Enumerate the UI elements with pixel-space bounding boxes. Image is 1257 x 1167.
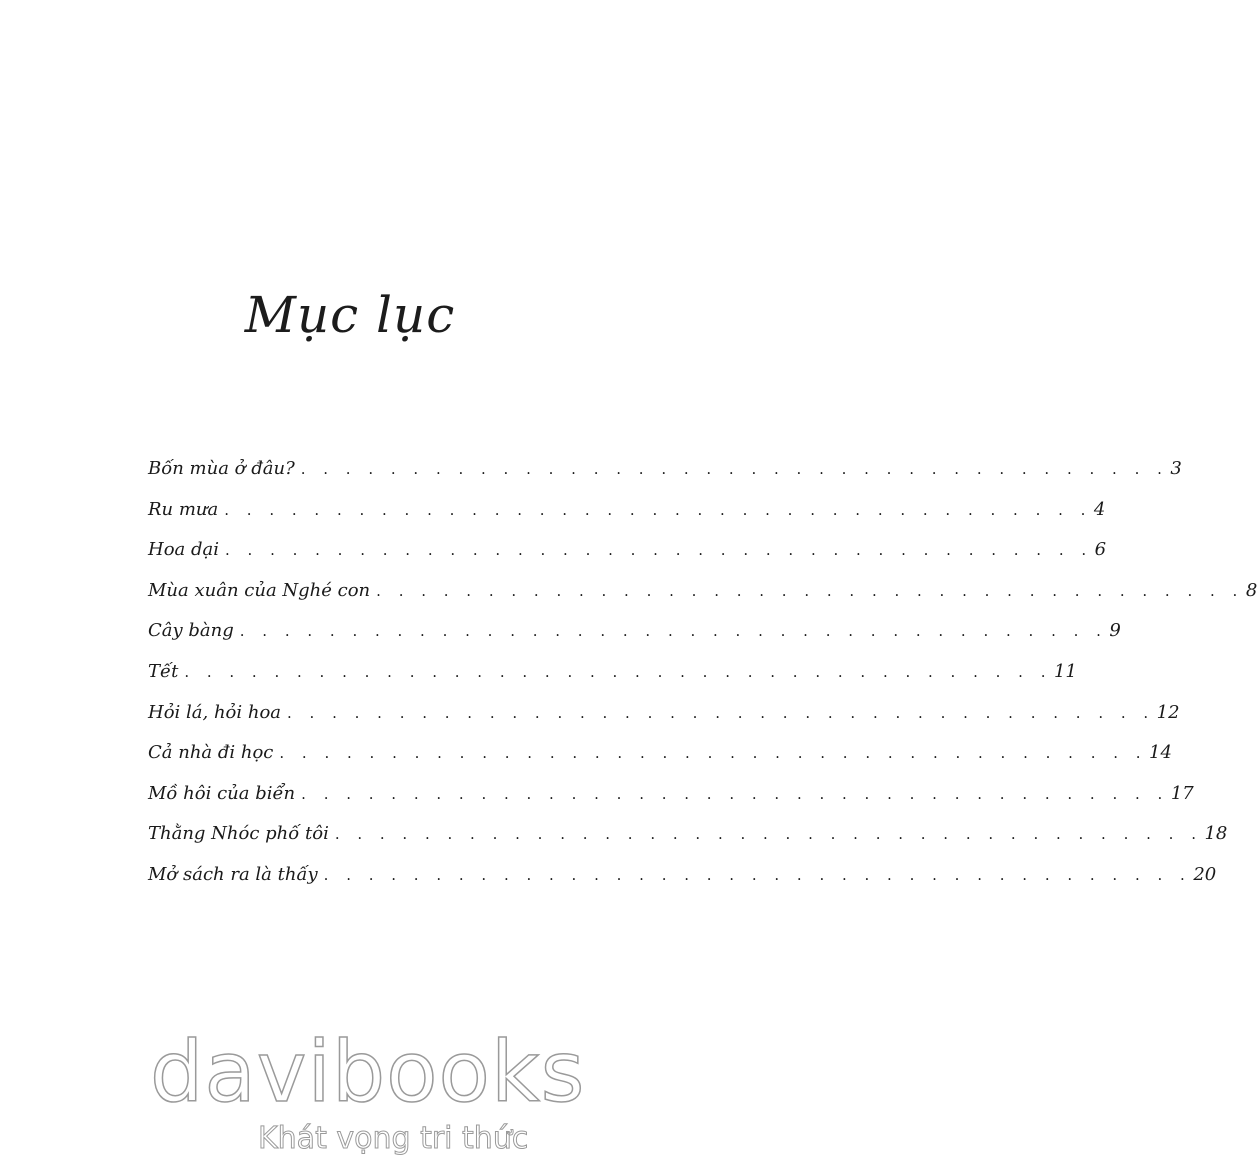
toc-entry-title: Hỏi lá, hỏi hoa — [148, 701, 282, 723]
dot-leader: . . . . . . . . . . . . . . . . . . . . . . . . . . . . . . . . . . . . . . . — [184, 662, 1052, 681]
toc-entry — [148, 823, 1228, 864]
dot-leader: . . . . . . . . . . . . . . . . . . . . . . . . . . . . . . . . . . . . . . . — [301, 784, 1169, 803]
toc-entry-title: Thằng Nhóc phố tôi — [148, 823, 329, 845]
toc-entry-title: Bốn mùa ở đâu? — [148, 458, 295, 479]
dot-leader: . . . . . . . . . . . . . . . . . . . . . . . . . . . . . . . . . . . . . . . — [225, 541, 1093, 560]
toc-entry-page: 18 — [1204, 823, 1228, 845]
dot-leader: . . . . . . . . . . . . . . . . . . . . . . . . . . . . . . . . . . . . . . . — [287, 703, 1155, 722]
toc-entry — [148, 782, 1194, 824]
toc-entry-title: Tết — [148, 660, 179, 682]
toc-entry-page: 9 — [1109, 620, 1121, 642]
toc-entry-title: Cây bàng — [148, 620, 234, 642]
dot-leader: . . . . . . . . . . . . . . . . . . . . . . . . . . . . . . . . . . . . . . . — [279, 744, 1148, 763]
toc-entry — [148, 701, 1180, 743]
toc-entry — [148, 620, 1121, 661]
dot-leader: . . . . . . . . . . . . . . . . . . . . . . . . . . . . . . . . . . . . . . . — [376, 581, 1244, 600]
table-of-contents — [148, 458, 1257, 905]
dot-leader: . . . . . . . . . . . . . . . . . . . . . . . . . . . . . . . . . . . . . . . — [300, 460, 1169, 478]
toc-entry-page: 8 — [1245, 579, 1257, 601]
toc-entry-page: 6 — [1094, 539, 1107, 561]
dot-leader: . . . . . . . . . . . . . . . . . . . . . . . . . . . . . . . . . . . . . . . — [224, 500, 1092, 519]
toc-entry-page: 4 — [1093, 498, 1106, 520]
dot-leader: . . . . . . . . . . . . . . . . . . . . . . . . . . . . . . . . . . . . . . . — [323, 865, 1192, 884]
toc-entry-title: Ru mưa — [148, 498, 219, 520]
watermark-tagline: Khát vọng tri thức — [258, 1121, 529, 1156]
dot-leader: . . . . . . . . . . . . . . . . . . . . . . . . . . . . . . . . . . . . . . . — [239, 622, 1108, 641]
toc-entry-title: Hoa dại — [148, 539, 219, 561]
toc-entry-title: Mùa xuân của Nghé con — [148, 579, 371, 601]
dot-leader: . . . . . . . . . . . . . . . . . . . . . . . . . . . . . . . . . . . . . . . — [334, 825, 1203, 844]
toc-entry-title: Mở sách ra là thấy — [148, 863, 318, 885]
toc-entry-page: 14 — [1149, 742, 1172, 764]
toc-entry-page: 20 — [1193, 863, 1217, 885]
toc-entry-page: 3 — [1170, 458, 1182, 479]
page-title: Mục lục — [244, 286, 456, 344]
toc-entry — [148, 863, 1217, 905]
toc-entry — [148, 742, 1172, 783]
toc-entry-page: 12 — [1156, 701, 1180, 723]
toc-entry-page: 11 — [1053, 660, 1077, 682]
toc-entry — [148, 539, 1107, 580]
watermark-brand: davibooks — [150, 1023, 586, 1121]
toc-entry — [148, 579, 1257, 621]
toc-entry — [148, 660, 1077, 702]
toc-entry-page: 17 — [1170, 782, 1194, 804]
toc-entry-title: Cả nhà đi học — [148, 742, 274, 764]
toc-entry — [148, 458, 1182, 499]
toc-entry — [148, 498, 1106, 540]
toc-entry-title: Mồ hôi của biển — [148, 782, 296, 804]
